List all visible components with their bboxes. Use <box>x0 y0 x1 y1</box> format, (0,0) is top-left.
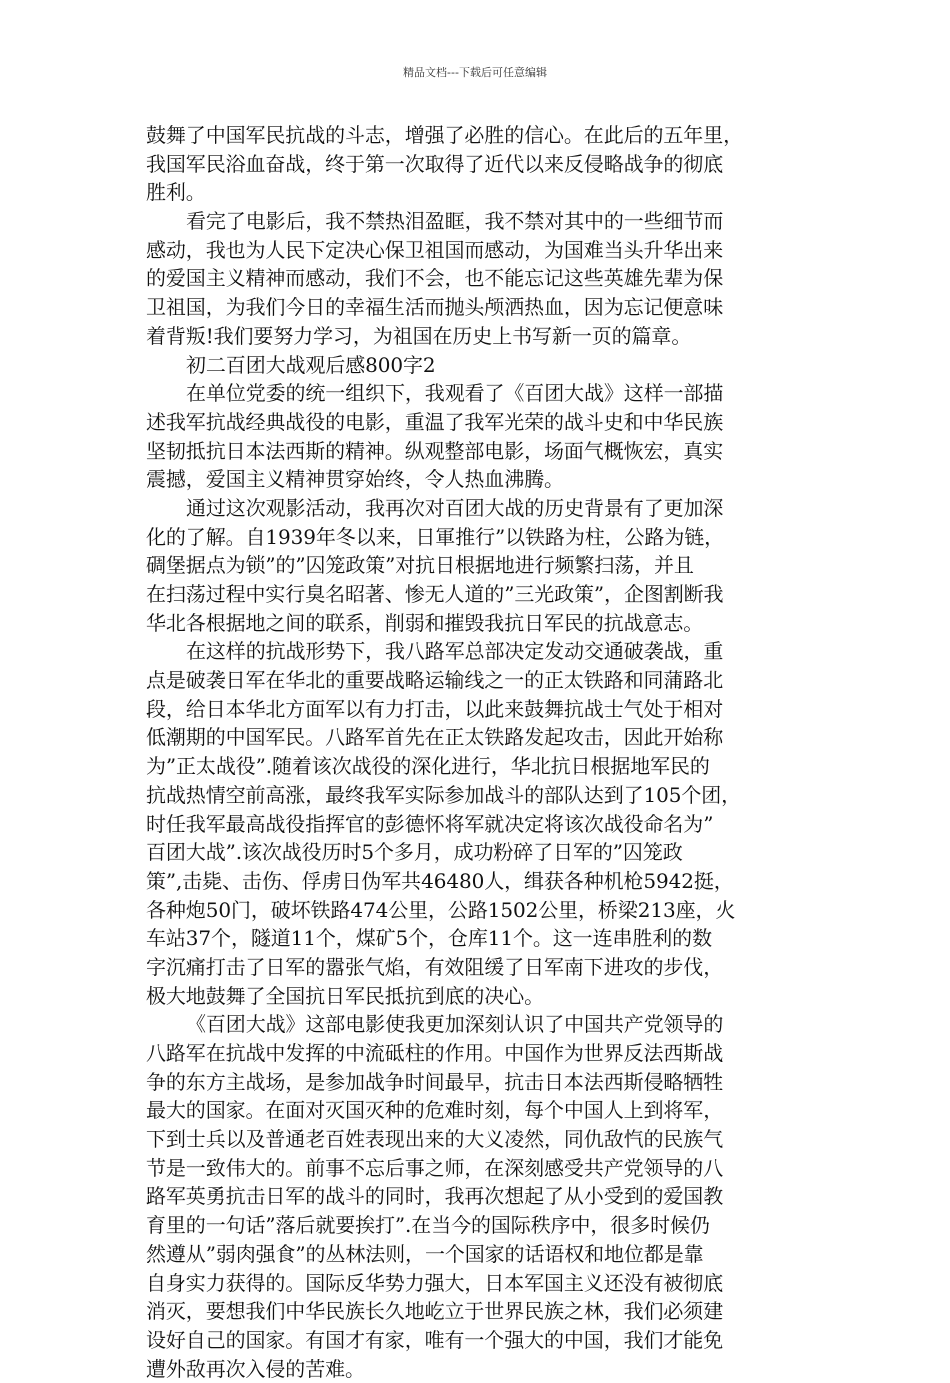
text-line: 段，给日本华北方面军以有力打击，以此来鼓舞抗战士气处于相对 <box>146 696 724 721</box>
text-line: 策”,击毙、击伤、俘虏日伪军共46480人，缉获各种机枪5942挺， <box>146 868 734 893</box>
text-line: 鼓舞了中国军民抗战的斗志，增强了必胜的信心。在此后的五年里， <box>146 123 743 147</box>
text-line: 通过这次观影活动，我再次对百团大战的历史背景有了更加深 <box>186 495 724 520</box>
text-line: 碉堡据点为锁”的”囚笼政策”对抗日根据地进行频繁扫荡，并且 <box>146 553 694 578</box>
text-line: 争的东方主战场，是参加战争时间最早，抗击日本法西斯侵略牺牲 <box>146 1069 724 1094</box>
text-line: 化的了解。自1939年冬以来，日軍推行”以铁路为柱，公路为链， <box>146 524 725 549</box>
text-line: 的爱国主义精神而感动，我们不会，也不能忘记这些英雄先辈为保 <box>146 266 724 291</box>
document-body <box>146 121 810 1383</box>
text-line: 低潮期的中国军民。八路军首先在正太铁路发起攻击，因此开始称 <box>146 725 724 750</box>
text-line: 着背叛!我们要努力学习，为祖国在历史上书写新一页的篇章。 <box>146 323 692 348</box>
text-line: 遭外敌再次入侵的苦难。 <box>146 1356 365 1381</box>
text-line: 胜利。 <box>146 180 206 205</box>
text-line: 最大的国家。在面对灭国灭种的危难时刻，每个中国人上到将军， <box>146 1098 724 1123</box>
text-line: 设好自己的国家。有国才有家，唯有一个强大的中国，我们才能免 <box>146 1327 724 1352</box>
text-line: 各种炮50门，破坏铁路474公里，公路1502公里，桥梁213座，火 <box>146 897 736 922</box>
text-line: 极大地鼓舞了全国抗日军民抵抗到底的决心。 <box>146 983 544 1008</box>
text-line: 然遵从”弱肉强食”的丛林法则，一个国家的话语权和地位都是靠 <box>146 1241 704 1266</box>
text-line: 在扫荡过程中实行臭名昭著、惨无人道的”三光政策”，企图割断我 <box>146 582 724 606</box>
page-header: 精品文档---下载后可任意编辑 <box>403 66 547 79</box>
text-line: 消灭，要想我们中华民族长久地屹立于世界民族之林，我们必须建 <box>146 1299 724 1324</box>
text-line: 路军英勇抗击日军的战斗的同时，我再次想起了从小受到的爱国教 <box>146 1184 724 1209</box>
text-line: 育里的一句话”落后就要挨打”.在当今的国际秩序中，很多时候仍 <box>146 1213 710 1238</box>
text-line: 我国军民浴血奋战，终于第一次取得了近代以来反侵略战争的彻底 <box>146 151 724 176</box>
text-line: 抗战热情空前高涨，最终我军实际参加战斗的部队达到了105个团， <box>146 782 742 807</box>
text-line: 下到士兵以及普通老百姓表现出来的大义凌然，同仇敌忾的民族气 <box>146 1127 724 1152</box>
text-line: 在单位党委的统一组织下，我观看了《百团大战》这样一部描 <box>186 381 724 406</box>
text-line: 为”正太战役”.随着该次战役的深化进行，华北抗日根据地军民的 <box>146 754 710 779</box>
text-line: 《百团大战》这部电影使我更加深刻认识了中国共产党领导的 <box>186 1012 724 1037</box>
text-line: 百团大战”.该次战役历时5个多月，成功粉碎了日军的”囚笼政 <box>146 840 683 865</box>
text-line: 感动，我也为人民下定决心保卫祖国而感动，为国难当头升华出来 <box>146 237 724 262</box>
text-line: 坚韧抵抗日本法西斯的精神。纵观整部电影，场面气概恢宏，真实 <box>146 438 724 463</box>
text-line: 看完了电影后，我不禁热泪盈眶，我不禁对其中的一些细节而 <box>186 209 724 234</box>
text-line: 自身实力获得的。国际反华势力强大，日本军国主义还没有被彻底 <box>146 1270 724 1295</box>
text-line: 震撼，爱国主义精神贯穿始终，令人热血沸腾。 <box>146 467 564 492</box>
text-line: 字沉痛打击了日军的嚣张气焰，有效阻缓了日军南下进攻的步伐， <box>146 954 724 979</box>
text-line: 车站37个，隧道11个，煤矿5个，仓库11个。这一连串胜利的数 <box>146 926 712 951</box>
text-line: 初二百团大战观后感800字2 <box>186 352 436 377</box>
text-line: 节是一致伟大的。前事不忘后事之师，在深刻感受共产党领导的八 <box>146 1155 724 1180</box>
text-line: 点是破袭日军在华北的重要战略运输线之一的正太铁路和同蒲路北 <box>146 668 724 693</box>
text-line: 在这样的抗战形势下，我八路军总部决定发动交通破袭战，重 <box>186 639 724 664</box>
text-line: 八路军在抗战中发挥的中流砥柱的作用。中国作为世界反法西斯战 <box>146 1041 724 1065</box>
text-line: 卫祖国，为我们今日的幸福生活而抛头颅洒热血，因为忘记便意味 <box>146 295 724 320</box>
text-line: 时任我军最高战役指挥官的彭德怀将军就决定将该次战役命名为” <box>146 811 714 836</box>
text-line: 华北各根据地之间的联系，削弱和摧毁我抗日军民的抗战意志。 <box>146 610 704 635</box>
text-line: 述我军抗战经典战役的电影，重温了我军光荣的战斗史和中华民族 <box>146 409 724 434</box>
